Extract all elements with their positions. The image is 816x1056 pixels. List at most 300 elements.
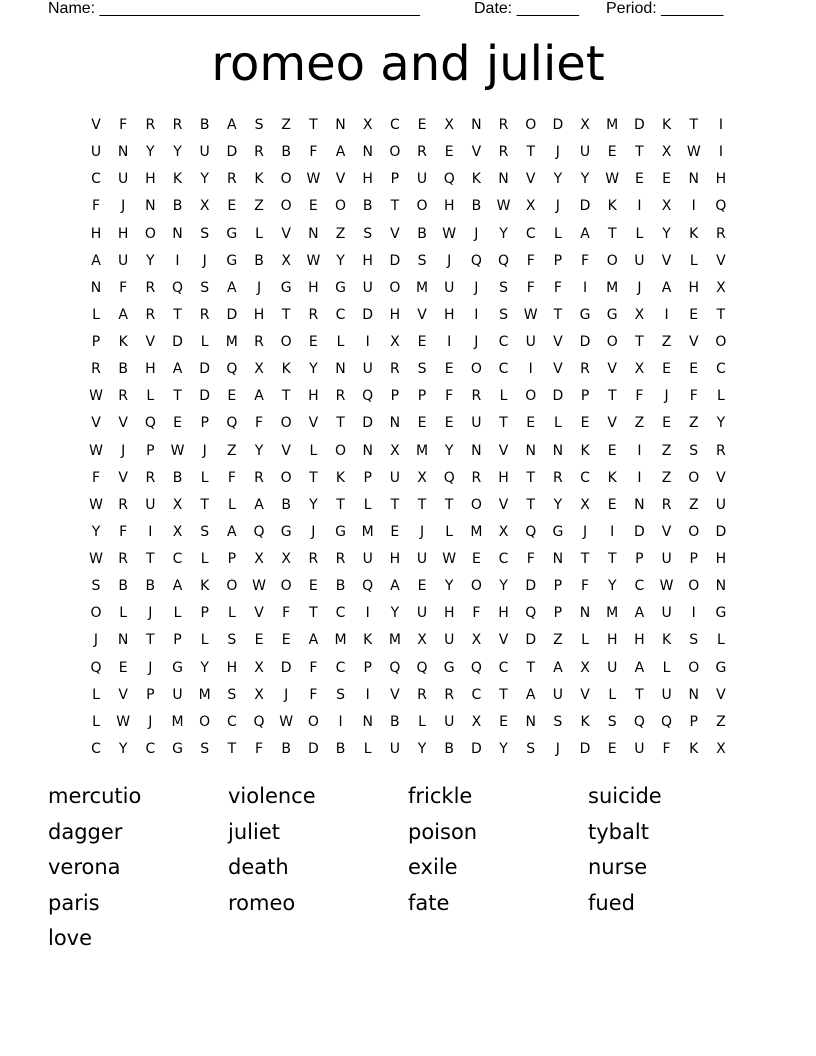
grid-letter: Z xyxy=(661,442,672,459)
grid-letter: R xyxy=(118,496,129,513)
grid-letter: B xyxy=(254,252,264,269)
grid-letter: T xyxy=(635,686,644,703)
grid-letter: J xyxy=(637,279,642,296)
grid-letter: J xyxy=(582,523,588,540)
grid-letter: D xyxy=(525,578,537,595)
grid-letter: J xyxy=(148,605,153,622)
grid-letter: L xyxy=(173,605,182,622)
grid-letter: F xyxy=(227,469,236,486)
grid-letter: Q xyxy=(633,713,645,730)
grid-letter: Y xyxy=(254,442,264,459)
grid-letter: L xyxy=(200,469,209,486)
grid-letter: E xyxy=(662,415,671,432)
grid-letter: O xyxy=(335,198,347,215)
grid-letter: E xyxy=(689,306,699,323)
grid-letter: N xyxy=(117,144,129,161)
grid-letter: L xyxy=(92,713,100,730)
grid-letter: F xyxy=(662,740,671,757)
grid-letter: E xyxy=(118,659,128,676)
grid-letter: Y xyxy=(580,171,590,188)
grid-letter: M xyxy=(388,632,401,649)
grid-letter: I xyxy=(637,469,642,486)
grid-letter: R xyxy=(498,144,509,161)
grid-letter: G xyxy=(443,659,455,676)
grid-letter: U xyxy=(634,740,645,757)
grid-letter: R xyxy=(716,225,726,242)
grid-letter: V xyxy=(118,415,128,432)
grid-letter: I xyxy=(582,279,588,296)
grid-letter: D xyxy=(307,740,319,757)
grid-letter: T xyxy=(526,496,535,513)
date-field-label: Date: _______ xyxy=(474,0,579,17)
grid-letter: H xyxy=(715,551,727,568)
grid-letter: Q xyxy=(90,659,102,676)
grid-letter: M xyxy=(415,279,429,296)
grid-letter: V xyxy=(145,334,156,351)
grid-letter: X xyxy=(254,551,264,568)
grid-letter: E xyxy=(281,632,291,649)
grid-letter: X xyxy=(172,523,183,540)
grid-letter: L xyxy=(662,659,671,676)
grid-letter: N xyxy=(634,496,645,513)
grid-letter: N xyxy=(525,442,536,459)
grid-letter: Y xyxy=(553,496,563,513)
grid-letter: G xyxy=(715,605,727,622)
grid-letter: T xyxy=(607,225,617,242)
grid-letter: F xyxy=(119,117,128,133)
grid-letter: J xyxy=(284,686,289,703)
grid-letter: J xyxy=(474,279,479,296)
word-list-item: love xyxy=(48,926,93,950)
grid-letter: U xyxy=(172,686,183,703)
grid-letter: O xyxy=(389,279,401,296)
grid-letter: O xyxy=(606,252,618,269)
grid-letter: K xyxy=(689,225,699,242)
grid-row xyxy=(0,143,816,170)
grid-letter: O xyxy=(688,578,700,595)
grid-letter: T xyxy=(200,496,209,513)
grid-letter: A xyxy=(634,659,645,676)
grid-row xyxy=(0,306,816,333)
grid-letter: L xyxy=(227,605,236,622)
grid-row xyxy=(0,686,816,713)
grid-letter: K xyxy=(254,171,264,188)
grid-letter: T xyxy=(417,496,427,513)
grid-letter: F xyxy=(91,469,101,486)
grid-letter: K xyxy=(335,469,346,486)
grid-letter: O xyxy=(280,578,292,595)
grid-letter: U xyxy=(634,252,645,269)
grid-letter: A xyxy=(227,523,237,540)
grid-letter: Q xyxy=(226,361,238,378)
grid-letter: R xyxy=(254,334,264,351)
grid-letter: S xyxy=(227,632,237,649)
grid-letter: F xyxy=(282,605,291,622)
grid-letter: A xyxy=(172,361,183,378)
grid-letter: H xyxy=(226,659,238,676)
grid-letter: I xyxy=(338,713,343,730)
grid-letter: I xyxy=(175,252,180,269)
grid-letter: R xyxy=(254,469,264,486)
grid-letter: Z xyxy=(281,117,291,133)
grid-letter: H xyxy=(634,632,645,649)
grid-letter: H xyxy=(443,605,455,622)
grid-letter: F xyxy=(254,415,264,432)
grid-letter: I xyxy=(718,144,723,161)
grid-letter: C xyxy=(634,578,645,595)
grid-letter: R xyxy=(308,306,319,323)
grid-letter: E xyxy=(173,415,182,432)
grid-letter: Q xyxy=(253,713,265,730)
grid-letter: P xyxy=(200,605,209,622)
grid-letter: D xyxy=(226,306,238,323)
grid-letter: O xyxy=(307,713,319,730)
grid-letter: A xyxy=(661,279,672,296)
grid-letter: N xyxy=(389,415,401,432)
grid-letter: U xyxy=(661,605,672,622)
grid-row xyxy=(0,116,816,143)
grid-letter: W xyxy=(89,551,103,568)
grid-letter: A xyxy=(118,306,128,323)
grid-row xyxy=(0,713,816,740)
grid-letter: B xyxy=(199,117,210,133)
grid-letter: N xyxy=(525,713,536,730)
grid-letter: V xyxy=(91,415,101,432)
grid-letter: D xyxy=(525,632,537,649)
grid-letter: Q xyxy=(715,198,727,215)
grid-letter: V xyxy=(281,442,291,459)
grid-letter: O xyxy=(335,442,347,459)
grid-row xyxy=(0,279,816,306)
grid-letter: U xyxy=(661,686,672,703)
grid-letter: R xyxy=(417,144,427,161)
grid-letter: R xyxy=(199,306,210,323)
grid-letter: O xyxy=(525,117,537,133)
grid-letter: V xyxy=(390,225,400,242)
grid-letter: X xyxy=(362,117,373,133)
grid-letter: C xyxy=(226,713,237,730)
grid-letter: V xyxy=(716,252,726,269)
grid-letter: E xyxy=(308,198,318,215)
grid-letter: X xyxy=(580,117,590,133)
grid-letter: Y xyxy=(118,740,128,757)
grid-letter: Y xyxy=(200,171,209,188)
grid-letter: X xyxy=(172,496,183,513)
grid-row xyxy=(0,442,816,469)
grid-letter: H xyxy=(90,225,102,242)
grid-letter: K xyxy=(661,117,672,133)
grid-letter: J xyxy=(148,659,153,676)
grid-letter: U xyxy=(444,713,455,730)
grid-row xyxy=(0,360,816,387)
grid-letter: W xyxy=(442,551,457,568)
grid-letter: V xyxy=(716,686,726,703)
grid-letter: T xyxy=(444,496,454,513)
grid-letter: E xyxy=(444,361,454,378)
grid-letter: T xyxy=(390,496,400,513)
grid-letter: J xyxy=(419,523,425,540)
grid-letter: C xyxy=(172,551,183,568)
grid-letter: J xyxy=(474,225,479,242)
grid-letter: T xyxy=(227,740,237,757)
grid-letter: C xyxy=(498,334,509,351)
grid-letter: H xyxy=(498,605,509,622)
grid-letter: N xyxy=(172,225,183,242)
grid-letter: N xyxy=(498,171,509,188)
grid-letter: P xyxy=(553,252,563,269)
grid-letter: K xyxy=(118,334,128,351)
grid-letter: V xyxy=(498,632,509,649)
word-list-item: fate xyxy=(408,890,450,915)
grid-letter: R xyxy=(145,279,156,296)
grid-letter: F xyxy=(526,252,535,269)
grid-letter: D xyxy=(715,523,727,540)
grid-letter: G xyxy=(335,279,346,296)
grid-letter: M xyxy=(415,442,429,459)
grid-letter: J xyxy=(148,713,153,730)
grid-letter: V xyxy=(254,605,264,622)
grid-letter: V xyxy=(308,415,319,432)
grid-letter: A xyxy=(254,496,264,513)
grid-letter: Y xyxy=(146,144,155,161)
grid-letter: K xyxy=(607,469,617,486)
grid-letter: R xyxy=(716,442,726,459)
word-list-item: dagger xyxy=(48,819,123,844)
grid-letter: H xyxy=(362,171,373,188)
grid-letter: K xyxy=(580,442,590,459)
grid-letter: R xyxy=(389,361,400,378)
grid-letter: J xyxy=(555,144,560,161)
grid-letter: H xyxy=(715,171,727,188)
grid-letter: S xyxy=(499,306,508,323)
grid-letter: H xyxy=(443,306,455,323)
grid-row xyxy=(0,197,816,224)
grid-letter: X xyxy=(716,279,726,296)
grid-letter: S xyxy=(526,740,536,757)
grid-letter: B xyxy=(444,740,454,757)
grid-letter: R xyxy=(335,551,346,568)
grid-letter: F xyxy=(526,279,535,296)
grid-letter: N xyxy=(362,713,373,730)
grid-letter: A xyxy=(227,117,237,133)
grid-letter: U xyxy=(118,252,129,269)
grid-letter: W xyxy=(496,198,511,215)
grid-letter: J xyxy=(93,632,99,649)
grid-letter: E xyxy=(607,496,617,513)
grid-letter: C xyxy=(498,659,509,676)
grid-letter: Y xyxy=(444,578,454,595)
grid-letter: H xyxy=(443,198,455,215)
grid-letter: L xyxy=(445,523,454,540)
grid-letter: Z xyxy=(634,415,645,432)
grid-letter: F xyxy=(526,551,535,568)
period-field-label: Period: _______ xyxy=(606,0,724,17)
grid-letter: S xyxy=(200,279,210,296)
grid-letter: D xyxy=(362,306,374,323)
grid-letter: S xyxy=(254,117,264,133)
grid-letter: X xyxy=(254,361,264,378)
grid-letter: E xyxy=(444,144,454,161)
grid-letter: X xyxy=(661,144,672,161)
grid-letter: Y xyxy=(390,605,400,622)
grid-letter: U xyxy=(579,144,591,161)
grid-letter: X xyxy=(716,740,726,757)
grid-letter: O xyxy=(144,225,156,242)
grid-letter: X xyxy=(444,117,454,133)
grid-letter: O xyxy=(226,578,238,595)
grid-letter: Q xyxy=(525,605,537,622)
grid-letter: H xyxy=(389,306,401,323)
grid-row xyxy=(0,604,816,631)
word-list-item: nurse xyxy=(588,855,648,879)
grid-letter: L xyxy=(553,415,562,432)
grid-letter: K xyxy=(471,171,481,188)
grid-row xyxy=(0,333,816,360)
grid-letter: N xyxy=(362,144,373,161)
grid-letter: V xyxy=(91,117,101,133)
grid-letter: S xyxy=(227,686,237,703)
grid-letter: A xyxy=(580,225,590,242)
grid-letter: W xyxy=(116,713,131,730)
grid-letter: R xyxy=(580,361,590,378)
grid-letter: B xyxy=(335,740,346,757)
grid-letter: I xyxy=(637,442,642,459)
grid-letter: X xyxy=(471,632,482,649)
grid-letter: R xyxy=(335,388,346,405)
grid-letter: U xyxy=(661,551,672,568)
grid-letter: W xyxy=(89,496,103,513)
grid-letter: R xyxy=(145,117,156,133)
grid-letter: Y xyxy=(200,659,209,676)
grid-letter: S xyxy=(200,740,210,757)
grid-letter: T xyxy=(689,117,699,133)
grid-letter: V xyxy=(553,361,563,378)
grid-letter: R xyxy=(471,388,482,405)
grid-letter: U xyxy=(525,334,536,351)
grid-letter: S xyxy=(499,279,508,296)
grid-letter: F xyxy=(472,605,481,622)
grid-letter: I xyxy=(148,523,153,540)
grid-letter: I xyxy=(637,198,642,215)
word-list-item: tybalt xyxy=(588,819,649,844)
grid-letter: V xyxy=(118,469,128,486)
grid-letter: M xyxy=(198,686,211,703)
grid-letter: M xyxy=(225,334,238,351)
grid-letter: J xyxy=(664,388,669,405)
grid-letter: W xyxy=(306,252,321,269)
grid-letter: F xyxy=(309,686,318,703)
grid-letter: C xyxy=(389,117,400,133)
grid-letter: F xyxy=(581,578,590,595)
grid-letter: D xyxy=(389,252,401,269)
grid-letter: B xyxy=(471,198,482,215)
grid-letter: L xyxy=(336,334,345,351)
grid-letter: E xyxy=(662,171,671,188)
grid-letter: F xyxy=(635,388,644,405)
grid-letter: D xyxy=(280,659,292,676)
grid-letter: P xyxy=(173,632,182,649)
grid-letter: L xyxy=(363,496,372,513)
grid-letter: M xyxy=(171,713,184,730)
grid-letter: R xyxy=(118,388,129,405)
grid-letter: L xyxy=(553,225,562,242)
grid-letter: L xyxy=(635,225,644,242)
grid-letter: P xyxy=(390,388,400,405)
grid-letter: N xyxy=(335,361,346,378)
grid-letter: S xyxy=(607,713,617,730)
grid-letter: Y xyxy=(336,252,345,269)
grid-letter: L xyxy=(119,605,128,622)
grid-letter: R xyxy=(308,551,319,568)
grid-letter: L xyxy=(200,551,209,568)
grid-letter: X xyxy=(281,551,291,568)
grid-letter: Q xyxy=(253,523,265,540)
grid-letter: Y xyxy=(309,361,318,378)
grid-letter: X xyxy=(417,632,427,649)
grid-letter: U xyxy=(362,361,373,378)
grid-letter: X xyxy=(199,198,210,215)
grid-letter: E xyxy=(308,334,318,351)
grid-letter: X xyxy=(580,659,590,676)
grid-letter: H xyxy=(308,279,319,296)
grid-letter: N xyxy=(579,605,591,622)
word-list-item: poison xyxy=(408,819,478,844)
grid-letter: K xyxy=(363,632,373,649)
grid-letter: Q xyxy=(470,252,482,269)
grid-row xyxy=(0,469,816,496)
grid-letter: E xyxy=(308,578,318,595)
grid-letter: N xyxy=(335,117,346,133)
grid-letter: O xyxy=(688,523,700,540)
grid-letter: B xyxy=(362,198,373,215)
grid-letter: L xyxy=(499,388,508,405)
grid-letter: L xyxy=(689,252,698,269)
grid-letter: A xyxy=(335,144,346,161)
grid-letter: K xyxy=(607,198,617,215)
grid-letter: T xyxy=(607,388,617,405)
grid-letter: F xyxy=(309,659,318,676)
grid-letter: X xyxy=(498,523,509,540)
grid-letter: U xyxy=(552,686,563,703)
grid-letter: R xyxy=(444,686,455,703)
grid-letter: O xyxy=(715,334,727,351)
grid-letter: Y xyxy=(417,740,427,757)
grid-letter: D xyxy=(634,523,645,540)
grid-letter: C xyxy=(525,225,536,242)
grid-letter: I xyxy=(718,117,723,133)
grid-letter: Q xyxy=(389,659,401,676)
grid-letter: W xyxy=(306,171,321,188)
grid-letter: P xyxy=(635,551,644,568)
grid-letter: C xyxy=(471,686,482,703)
grid-letter: E xyxy=(662,361,671,378)
grid-letter: W xyxy=(523,306,538,323)
grid-letter: P xyxy=(580,388,590,405)
grid-letter: Z xyxy=(227,442,237,459)
grid-letter: S xyxy=(336,686,345,703)
grid-letter: B xyxy=(172,469,183,486)
word-list-item: romeo xyxy=(228,890,296,915)
grid-letter: V xyxy=(716,469,726,486)
grid-letter: X xyxy=(281,252,291,269)
grid-letter: H xyxy=(117,225,129,242)
grid-letter: E xyxy=(227,388,237,405)
grid-letter: O xyxy=(280,415,292,432)
grid-letter: Y xyxy=(309,496,318,513)
grid-letter: U xyxy=(90,144,102,161)
grid-letter: C xyxy=(335,659,346,676)
grid-letter: V xyxy=(335,171,346,188)
